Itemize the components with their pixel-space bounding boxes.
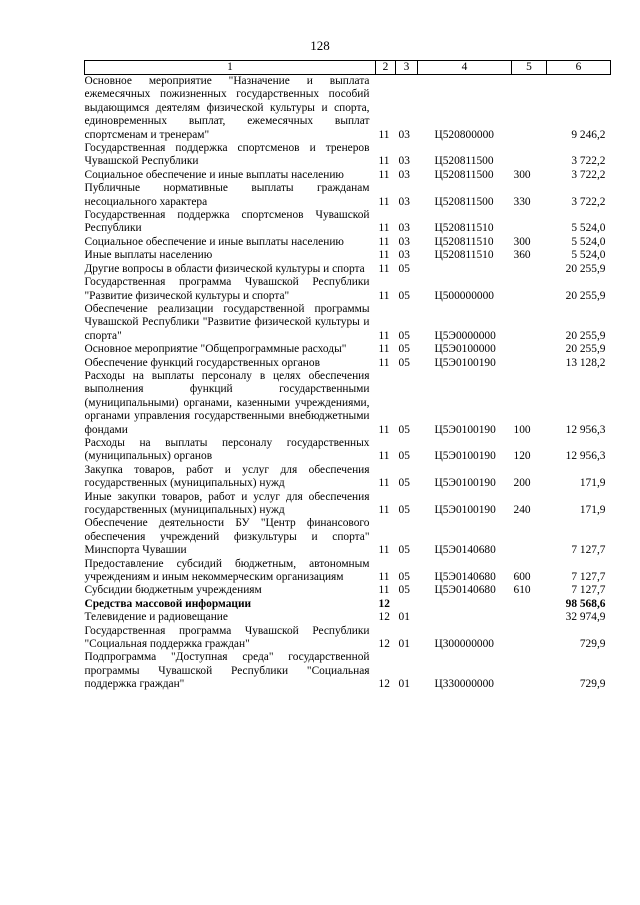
row-amount: 171,9 [579, 504, 606, 516]
row-section: 11 [378, 128, 390, 141]
row-target-article: Ц520811500 [434, 195, 494, 208]
row-target-article: Ц500000000 [434, 289, 494, 302]
column-header: 2 [376, 61, 396, 75]
table-row [85, 357, 611, 370]
table-row [85, 611, 611, 624]
row-name: Подпрограмма "Доступная среда" государственной программы Чувашской Республики "Социальная поддержка граждан" [84, 651, 370, 691]
row-expense-type: 240 [513, 504, 531, 516]
row-name: Основное мероприятие "Общепрограммные расходы" [84, 343, 347, 356]
table-row [85, 491, 611, 518]
row-amount: 12 956,3 [565, 450, 606, 463]
table-row [85, 182, 611, 209]
row-amount: 7 127,7 [571, 571, 606, 584]
row-section: 11 [378, 168, 390, 181]
row-expense-type [512, 75, 547, 143]
row-target-article: Ц520811510 [434, 249, 494, 262]
row-target-article: Ц5Э0100190 [434, 356, 496, 369]
row-target-article: Ц300000000 [434, 638, 494, 651]
row-amount: 5 524,0 [571, 235, 606, 248]
row-expense-type [512, 598, 547, 611]
row-name: Другие вопросы в области физической культуры и спорта [84, 262, 365, 275]
row-section: 11 [378, 155, 390, 168]
row-subsection: 03 [398, 168, 410, 181]
table-row [85, 276, 611, 303]
row-section: 12 [378, 611, 390, 624]
row-amount: 98 568,6 [565, 597, 606, 610]
row-amount: 12 956,3 [565, 423, 606, 436]
row-amount: 5 524,0 [571, 249, 606, 262]
row-target-article [418, 611, 512, 624]
row-expense-type [512, 142, 547, 169]
row-section: 11 [378, 262, 390, 275]
row-expense-type [512, 343, 547, 356]
row-amount: 3 722,2 [571, 168, 606, 181]
row-amount: 32 974,9 [565, 611, 606, 624]
row-target-article: Ц5Э0140680 [434, 544, 496, 557]
row-expense-type [512, 611, 547, 624]
row-subsection: 03 [398, 128, 410, 141]
row-subsection: 05 [398, 504, 410, 516]
row-section: 11 [378, 423, 390, 436]
table-row [85, 209, 611, 236]
row-amount: 20 255,9 [565, 343, 606, 356]
row-amount: 7 127,7 [571, 584, 606, 597]
row-section: 11 [378, 235, 390, 248]
row-section: 11 [378, 343, 390, 356]
column-header: 5 [512, 61, 547, 75]
row-amount: 13 128,2 [565, 356, 606, 369]
row-target-article: Ц5Э0140680 [434, 571, 496, 584]
row-name: Средства массовой информации [84, 597, 252, 610]
row-subsection: 05 [398, 329, 410, 342]
row-target-article [418, 263, 512, 276]
table-row [85, 169, 611, 182]
row-subsection: 03 [398, 249, 410, 262]
column-header: 1 [85, 61, 376, 75]
row-target-article: Ц520811510 [434, 235, 494, 248]
table-row [85, 651, 611, 691]
row-subsection: 05 [398, 584, 410, 597]
row-subsection: 03 [398, 155, 410, 168]
row-section: 11 [378, 329, 390, 342]
row-section: 11 [378, 249, 390, 262]
row-expense-type [512, 625, 547, 652]
row-section: 11 [378, 477, 390, 490]
row-section: 11 [378, 450, 390, 463]
row-amount: 20 255,9 [565, 289, 606, 302]
table-row [85, 517, 611, 557]
row-subsection: 03 [398, 195, 410, 208]
row-expense-type: 300 [513, 235, 531, 248]
row-target-article: Ц5Э0140680 [434, 584, 496, 597]
row-expense-type [512, 263, 547, 276]
row-subsection: 01 [398, 678, 410, 691]
row-expense-type [512, 517, 547, 557]
row-target-article: Ц5Э0100190 [434, 450, 496, 463]
row-expense-type: 360 [513, 249, 531, 262]
row-name: Иные закупки товаров, работ и услуг для обеспечения государственных (муниципальных) нужд [84, 490, 370, 516]
row-target-article: Ц5Э0100000 [434, 343, 496, 356]
row-section: 11 [378, 289, 390, 302]
row-subsection: 05 [398, 343, 410, 356]
table-row [85, 598, 611, 611]
row-name: Государственная поддержка спортсменов и тренеров Чувашской Республики [84, 142, 370, 168]
row-subsection [396, 598, 418, 611]
row-name: Обеспечение функций государственных органов [84, 356, 320, 369]
table-row [85, 142, 611, 169]
row-expense-type: 600 [513, 571, 531, 584]
row-target-article [418, 598, 512, 611]
row-amount: 729,9 [579, 678, 606, 691]
row-subsection: 03 [398, 235, 410, 248]
table-row [85, 558, 611, 585]
budget-table [84, 60, 611, 692]
row-section: 11 [378, 504, 390, 516]
row-amount: 9 246,2 [571, 128, 606, 141]
table-row [85, 625, 611, 652]
row-amount: 7 127,7 [571, 544, 606, 557]
row-section: 12 [378, 638, 390, 651]
row-expense-type: 330 [513, 195, 531, 208]
row-name: Публичные нормативные выплаты гражданам несоциального характера [84, 182, 370, 208]
table-row [85, 343, 611, 356]
table-row [85, 464, 611, 491]
row-name: Обеспечение реализации государственной программы Чувашской Республики "Развитие физической культуры и спорта" [84, 302, 370, 342]
row-section: 11 [378, 571, 390, 584]
row-subsection: 05 [398, 450, 410, 463]
table-row [85, 263, 611, 276]
row-subsection: 05 [398, 356, 410, 369]
row-subsection: 05 [398, 477, 410, 490]
row-name: Иные выплаты населению [84, 249, 213, 262]
row-target-article: Ц5Э0100190 [434, 477, 496, 490]
row-expense-type: 120 [513, 450, 531, 463]
row-target-article: Ц520800000 [434, 128, 494, 141]
column-header: 4 [418, 61, 512, 75]
column-header: 6 [547, 61, 611, 75]
row-expense-type: 300 [513, 168, 531, 181]
row-expense-type: 200 [513, 477, 531, 490]
row-amount: 20 255,9 [565, 329, 606, 342]
row-name: Государственная программа Чувашской Республики "Социальная поддержка граждан" [84, 624, 370, 651]
row-subsection: 05 [398, 262, 410, 275]
row-expense-type [512, 651, 547, 691]
row-name: Предоставление субсидий бюджетным, автономным учреждениям и иным некоммерческим организациям [84, 557, 370, 584]
row-section: 11 [378, 584, 390, 597]
row-subsection: 01 [398, 638, 410, 651]
row-amount: 171,9 [579, 477, 606, 490]
table-row [85, 236, 611, 249]
table-row [85, 303, 611, 343]
row-expense-type [512, 276, 547, 303]
row-name: Расходы на выплаты персоналу государственных (муниципальных) органов [84, 436, 370, 463]
row-name: Государственная программа Чувашской Республики "Развитие физической культуры и спорта" [84, 276, 370, 302]
row-target-article: Ц520811510 [434, 222, 494, 235]
row-subsection: 05 [398, 423, 410, 436]
row-section: 12 [378, 597, 390, 610]
row-amount: 3 722,2 [571, 155, 606, 168]
table-body [85, 75, 611, 692]
row-expense-type [512, 357, 547, 370]
row-subsection: 03 [398, 222, 410, 235]
row-section: 11 [378, 544, 390, 557]
row-target-article: Ц330000000 [434, 678, 494, 691]
row-section: 11 [378, 195, 390, 208]
row-amount: 5 524,0 [571, 222, 606, 235]
row-subsection: 05 [398, 289, 410, 302]
row-expense-type: 100 [513, 423, 531, 436]
row-section: 11 [378, 356, 390, 369]
table-row [85, 249, 611, 262]
row-amount: 729,9 [579, 638, 606, 651]
row-section: 12 [378, 678, 390, 691]
column-header: 3 [396, 61, 418, 75]
row-subsection: 05 [398, 571, 410, 584]
row-subsection: 05 [398, 544, 410, 557]
row-expense-type [512, 303, 547, 343]
row-expense-type: 610 [513, 584, 531, 597]
row-name: Основное мероприятие "Назначение и выплата ежемесячных пожизненных государственных пособий выдающимся деятелям физической культуры и спорта, единовременных выплат, ежемесячных выплат спортсменам и тренерам" [84, 75, 370, 141]
row-expense-type [512, 209, 547, 236]
row-name: Телевидение и радиовещание [84, 611, 228, 624]
table-row [85, 75, 611, 143]
table-row [85, 437, 611, 464]
row-name: Государственная поддержка спортсменов Чувашской Республики [84, 209, 370, 235]
row-target-article: Ц520811500 [434, 155, 494, 168]
table-row [85, 584, 611, 597]
row-target-article: Ц520811500 [434, 168, 494, 181]
row-section: 11 [378, 222, 390, 235]
row-subsection: 01 [398, 611, 410, 624]
row-name: Закупка товаров, работ и услуг для обеспечения государственных (муниципальных) нужд [84, 463, 370, 490]
row-target-article: Ц5Э0100190 [434, 423, 496, 436]
row-amount: 3 722,2 [571, 195, 606, 208]
row-amount: 20 255,9 [565, 262, 606, 275]
row-name: Обеспечение деятельности БУ "Центр финансового обеспечения учреждений физкультуры и спорта" Минспорта Чувашии [84, 517, 370, 557]
page-number: 128 [310, 38, 330, 53]
row-target-article: Ц5Э0100190 [434, 504, 496, 516]
row-name: Социальное обеспечение и иные выплаты населению [84, 168, 344, 181]
table-row [85, 370, 611, 437]
row-name: Субсидии бюджетным учреждениям [84, 584, 262, 597]
row-name: Расходы на выплаты персоналу в целях обеспечения выполнения функций государственными (муниципальными) органами, казенными учреждениями, органами управления государственными внебюджетными фондами [84, 369, 370, 436]
row-name: Социальное обеспечение и иные выплаты населению [84, 235, 344, 248]
column-number-header [85, 61, 611, 75]
row-target-article: Ц5Э0000000 [434, 329, 496, 342]
